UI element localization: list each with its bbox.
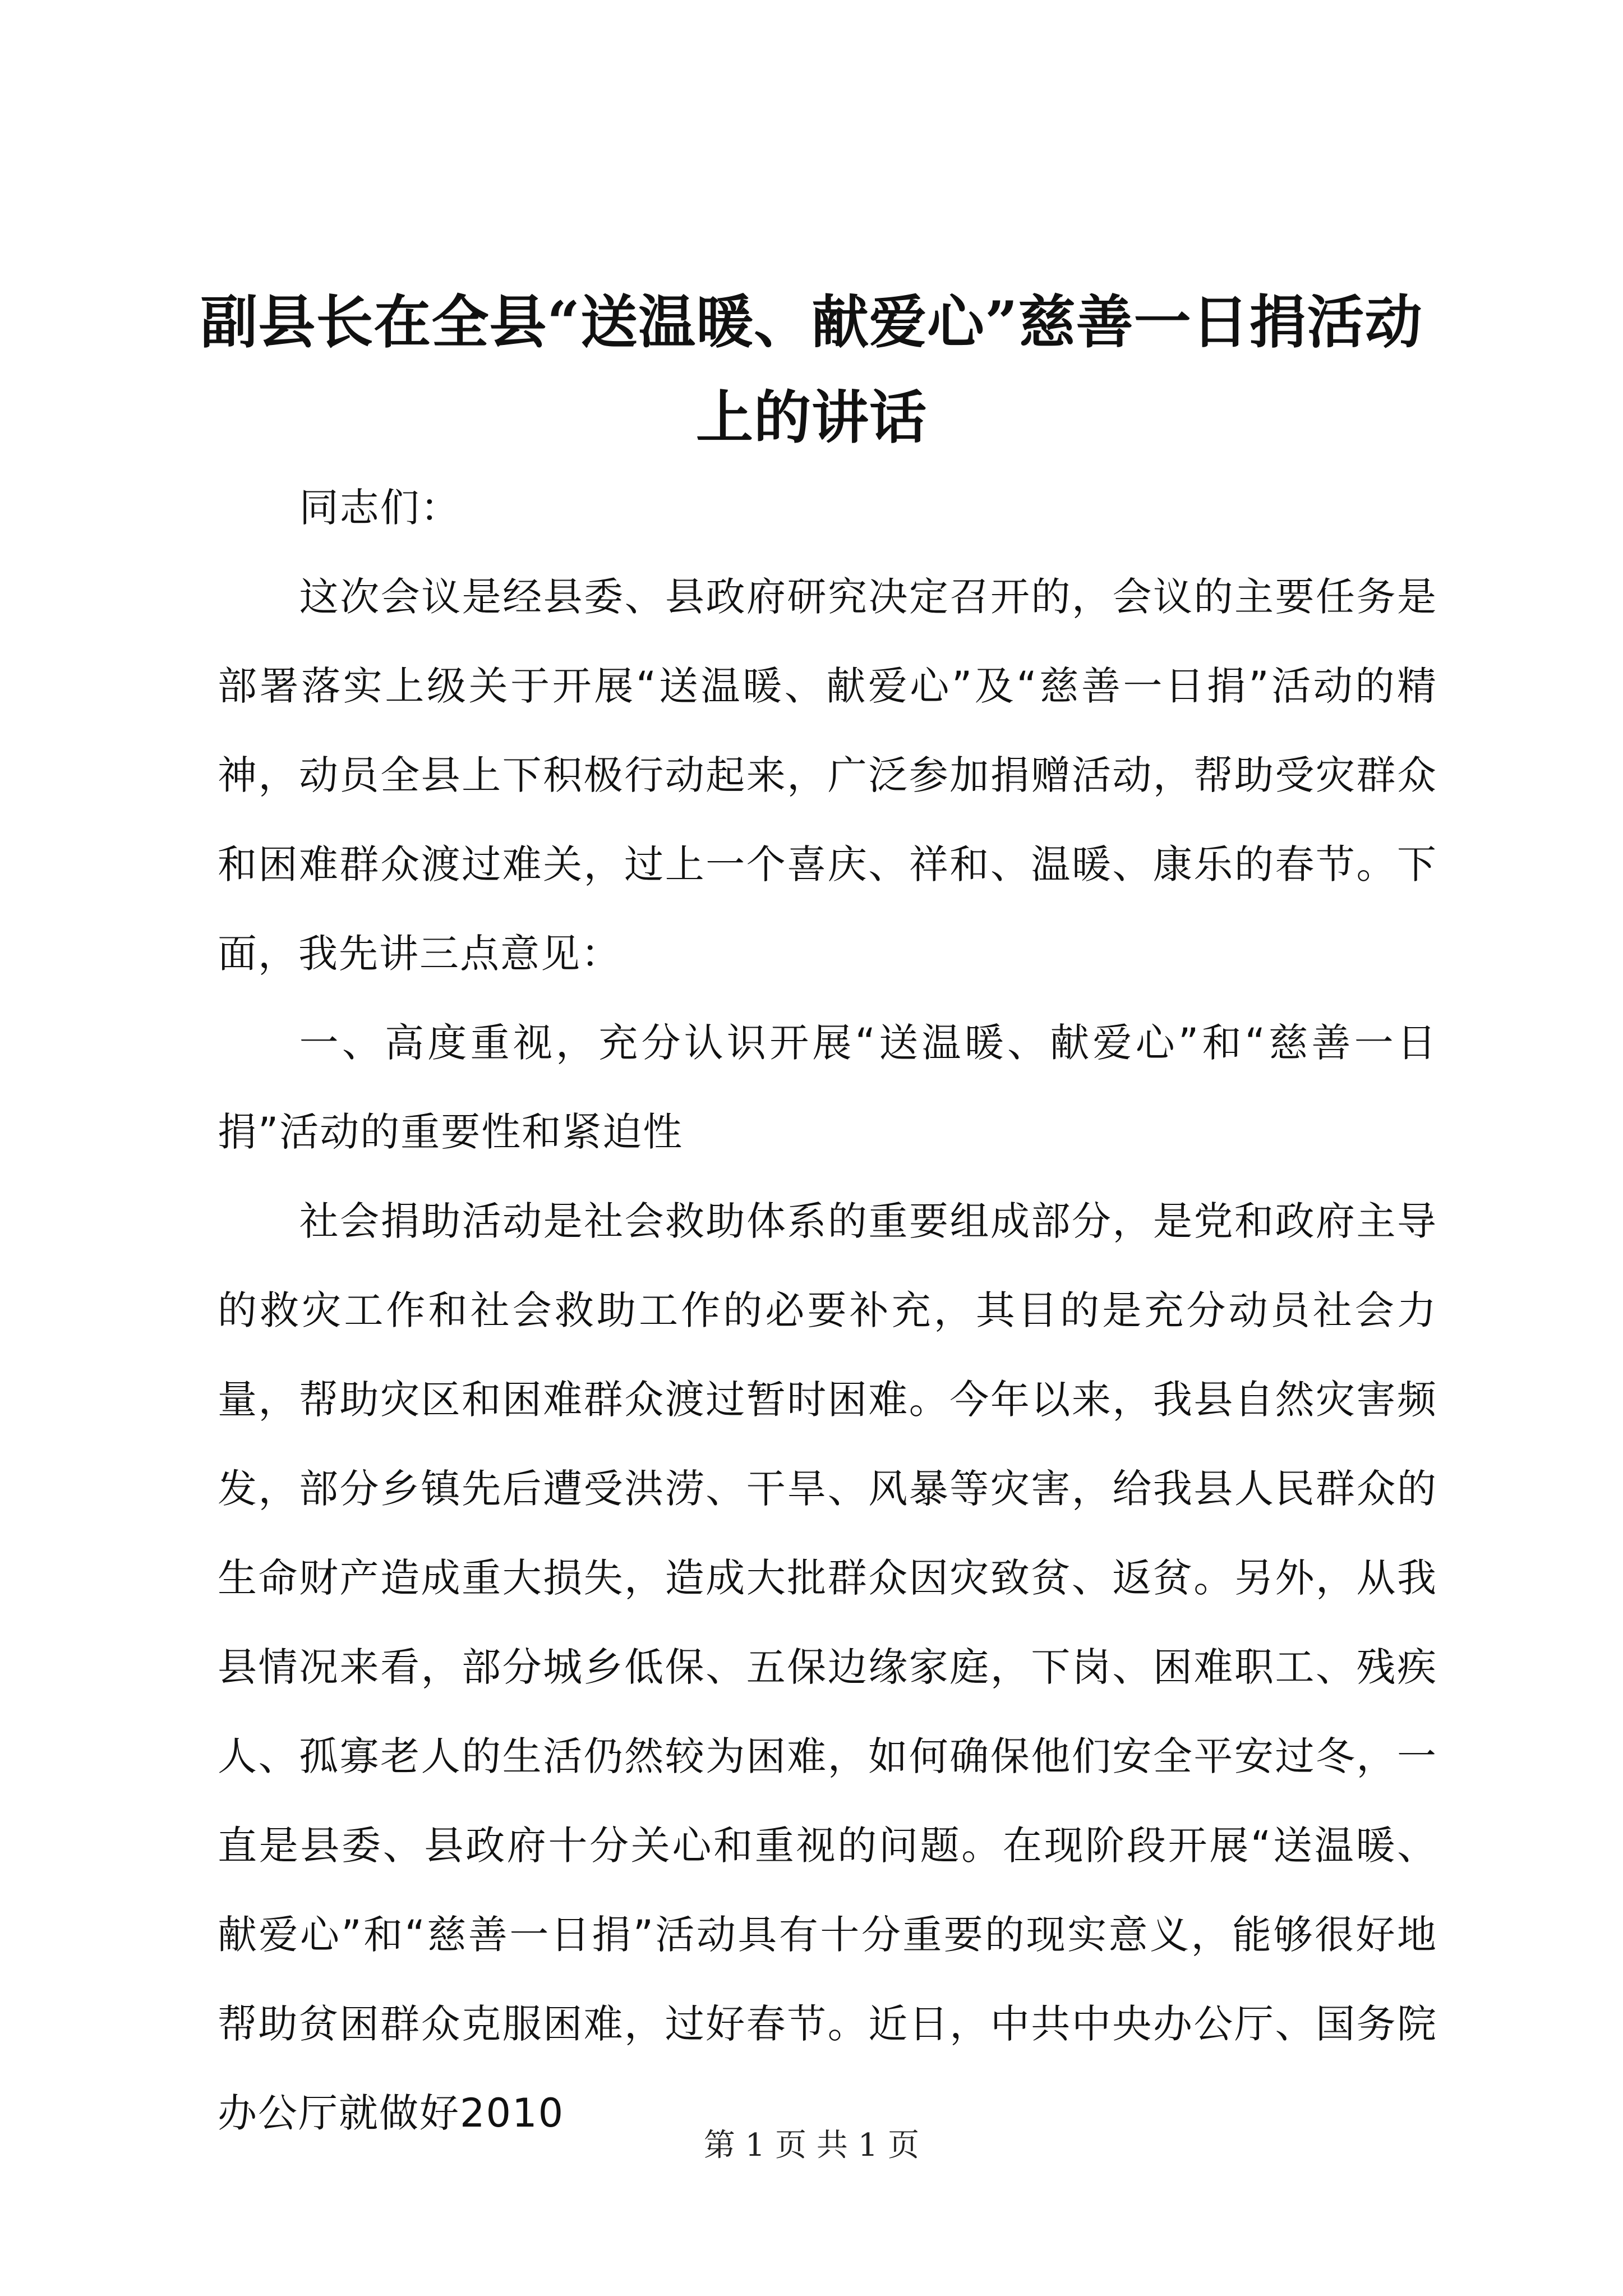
salutation-paragraph: 同志们： bbox=[299, 485, 461, 531]
document-body bbox=[218, 463, 1437, 2158]
body-paragraph: 这次会议是经县委、县政府研究决定召开的，会议的主要任务是部署落实上级关于开展“送温暖、献爱心”及“慈善一日捐”活动的精神，动员全县上下积极行动起来，广泛参加捐赠活动，帮助受灾群众和困难群众渡过难关，过上一个喜庆、祥和、温暖、康乐的春节。下面，我先讲三点意见： bbox=[218, 574, 1437, 977]
document-title: 副县长在全县“送温暖、献爱心”慈善一日捐活动上的讲话 bbox=[200, 289, 1423, 452]
section-heading: 一、高度重视，充分认识开展“送温暖、献爱心”和“慈善一日捐”活动的重要性和紧迫性 bbox=[218, 1020, 1437, 1155]
page-number-footer: 第 1 页 共 1 页 bbox=[703, 2127, 920, 2164]
body-paragraph: 社会捐助活动是社会救助体系的重要组成部分，是党和政府主导的救灾工作和社会救助工作的必要补充，其目的是充分动员社会力量，帮助灾区和困难群众渡过暂时困难。今年以来，我县自然灾害频发，部分乡镇先后遭受洪涝、干旱、风暴等灾害，给我县人民群众的生命财产造成重大损失，造成大批群众因灾致贫、返贫。另外，从我县情况来看，部分城乡低保、五保边缘家庭，下岗、困难职工、残疾人、孤寡老人的生活仍然较为困难，如何确保他们安全平安过冬，一直是县委、县政府十分关心和重视的问题。在现阶段开展“送温暖、献爱心”和“慈善一日捐”活动具有十分重要的现实意义，能够很好地帮助贫困群众克服困难，过好春节。近日，中共中央办公厅、国务院办公厅就做好2010 bbox=[218, 1198, 1437, 2136]
